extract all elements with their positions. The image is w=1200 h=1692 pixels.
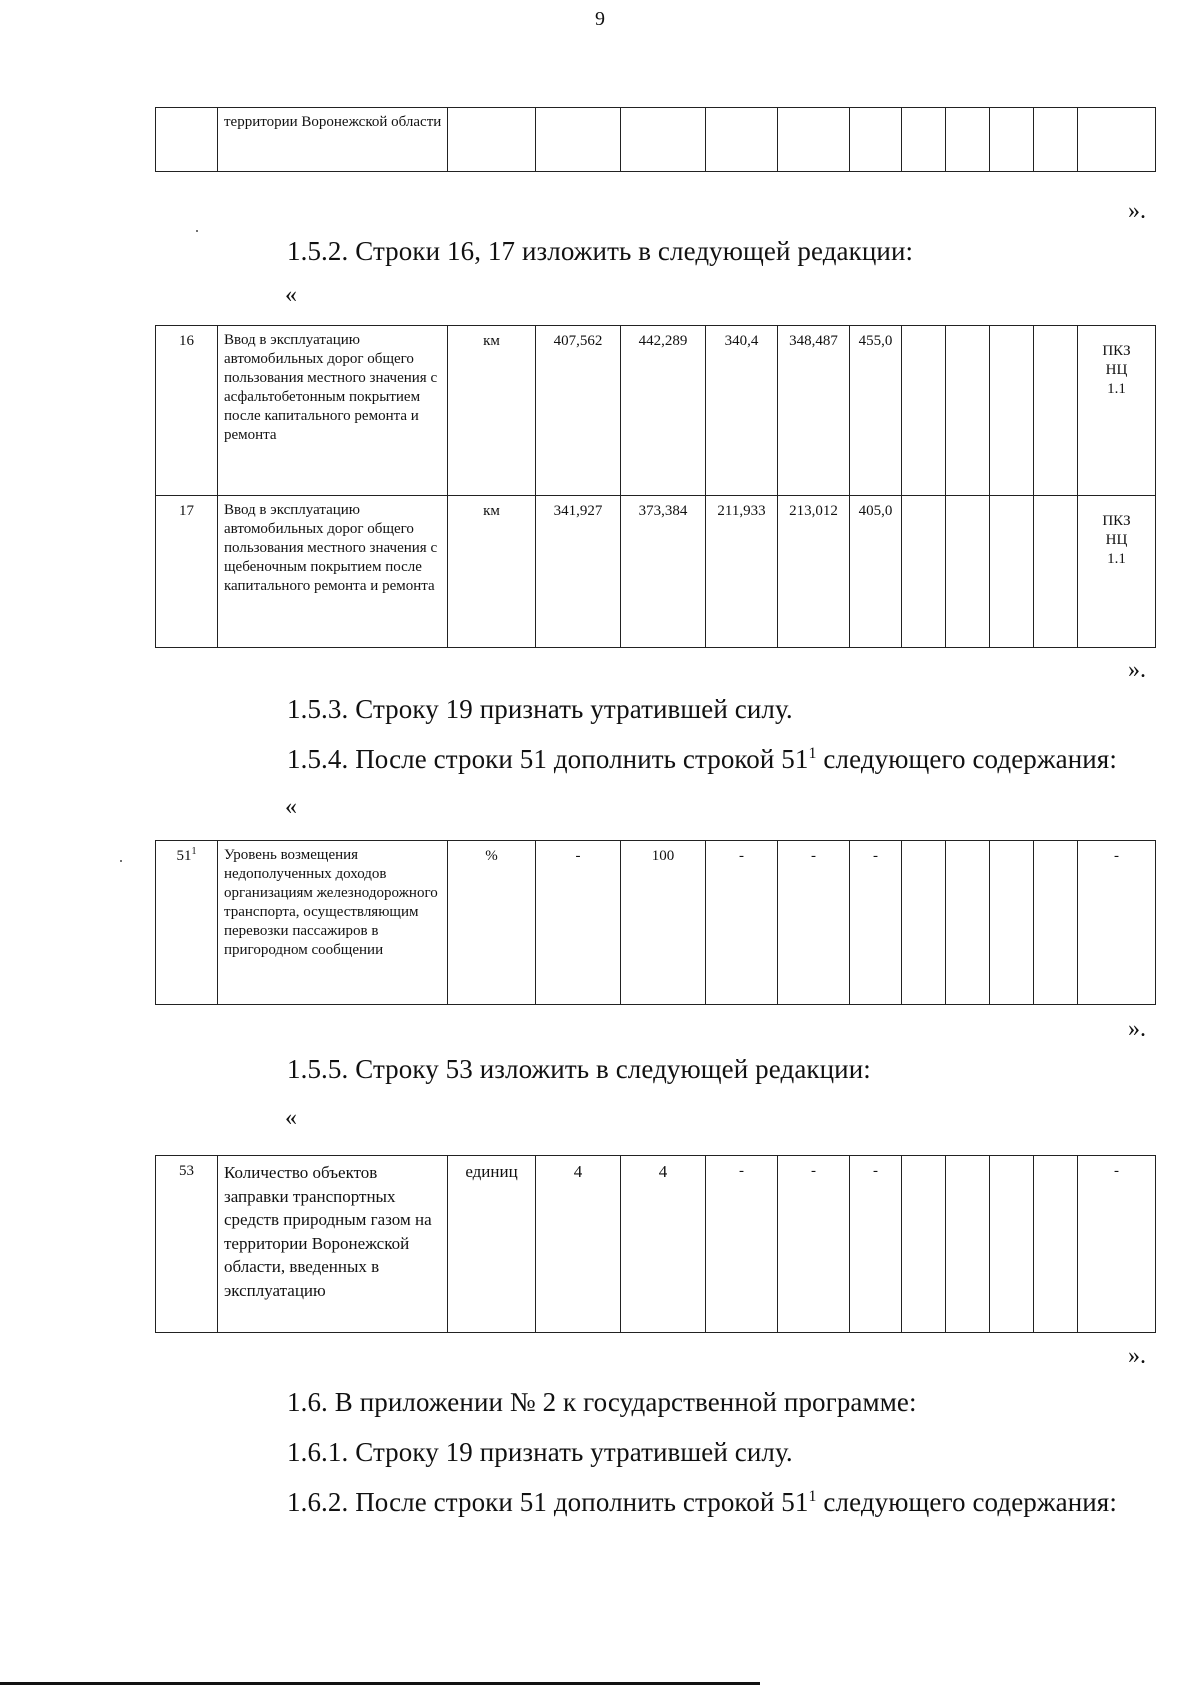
row-description: Количество объектов заправки транспортных средств природным газом на территории Воронежской области, введенных в эксплуатацию xyxy=(218,1156,448,1333)
value-cell: - xyxy=(850,841,902,1005)
table-row xyxy=(156,841,1156,1005)
table-row xyxy=(156,1156,1156,1333)
row-number: 16 xyxy=(156,326,218,496)
value-cell: 340,4 xyxy=(706,326,778,496)
unit-cell: единиц xyxy=(448,1156,536,1333)
close-quote: ». xyxy=(1128,657,1146,683)
paragraph-1-6-2: 1.6.2. После строки 51 дополнить строкой $51^1$ следующего содержания: xyxy=(287,1487,1117,1517)
open-quote: « xyxy=(285,282,297,308)
value-cell: 407,562 xyxy=(536,326,621,496)
value-cell: 4 xyxy=(536,1156,621,1333)
close-quote: ». xyxy=(1128,1016,1146,1042)
scan-speck xyxy=(120,860,122,862)
table-row xyxy=(156,496,1156,648)
paragraph-1-5-4: 1.5.4. После строки 51 дополнить строкой $51^1$ следующего содержания: xyxy=(287,744,1117,774)
scan-edge-line xyxy=(0,1682,760,1685)
table-rows-16-17 xyxy=(155,325,1156,648)
close-quote: ». xyxy=(1128,1343,1146,1369)
value-cell: 341,927 xyxy=(536,496,621,648)
close-quote: ». xyxy=(1128,198,1146,224)
value-cell: 4 xyxy=(621,1156,706,1333)
value-cell: - xyxy=(536,841,621,1005)
cell-num xyxy=(156,108,218,172)
row-number: $51^1$ xyxy=(156,841,218,1005)
value-cell: - xyxy=(850,1156,902,1333)
scan-speck xyxy=(196,230,198,232)
open-quote: « xyxy=(285,794,297,820)
value-cell: 442,289 xyxy=(621,326,706,496)
row-description: Ввод в эксплуатацию автомобильных дорог общего пользования местного значения с асфальтобетонным покрытием после капитального ремонта и ремонта xyxy=(218,326,448,496)
row-description: территории Воронежской области xyxy=(218,108,448,172)
value-cell: 373,384 xyxy=(621,496,706,648)
value-cell: 213,012 xyxy=(778,496,850,648)
unit-cell: км xyxy=(448,496,536,648)
value-cell: 405,0 xyxy=(850,496,902,648)
row-description: Ввод в эксплуатацию автомобильных дорог общего пользования местного значения с щебеночным покрытием после капитального ремонта и ремонта xyxy=(218,496,448,648)
value-cell: 455,0 xyxy=(850,326,902,496)
row-number: 17 xyxy=(156,496,218,648)
row-description: Уровень возмещения недополученных доходов организациям железнодорожного транспорта, осуществляющим перевозки пассажиров в пригородном сообщении xyxy=(218,841,448,1005)
row-number: 53 xyxy=(156,1156,218,1333)
value-cell: 348,487 xyxy=(778,326,850,496)
value-cell: 211,933 xyxy=(706,496,778,648)
table-row-53 xyxy=(155,1155,1156,1333)
paragraph-1-6: 1.6. В приложении № 2 к государственной программе: xyxy=(287,1387,917,1417)
value-cell: - xyxy=(778,841,850,1005)
paragraph-1-5-3: 1.5.3. Строку 19 признать утратившей силу. xyxy=(287,694,793,724)
value-cell: - xyxy=(1078,1156,1156,1333)
value-cell: - xyxy=(706,841,778,1005)
value-cell: - xyxy=(778,1156,850,1333)
value-cell: 100 xyxy=(621,841,706,1005)
code-cell: ПКЗ НЦ 1.1 xyxy=(1078,496,1156,648)
open-quote: « xyxy=(285,1105,297,1131)
unit-cell: км xyxy=(448,326,536,496)
code-cell: ПКЗ НЦ 1.1 xyxy=(1078,326,1156,496)
table-row xyxy=(156,326,1156,496)
page-number: 9 xyxy=(595,8,605,30)
value-cell: - xyxy=(706,1156,778,1333)
paragraph-1-5-5: 1.5.5. Строку 53 изложить в следующей редакции: xyxy=(287,1054,871,1084)
paragraph-1-6-1: 1.6.1. Строку 19 признать утратившей силу. xyxy=(287,1437,793,1467)
unit-cell: % xyxy=(448,841,536,1005)
table-row-51-1 xyxy=(155,840,1156,1005)
table-continuation xyxy=(155,107,1156,172)
paragraph-1-5-2: 1.5.2. Строки 16, 17 изложить в следующей редакции: xyxy=(287,236,914,266)
value-cell: - xyxy=(1078,841,1156,1005)
